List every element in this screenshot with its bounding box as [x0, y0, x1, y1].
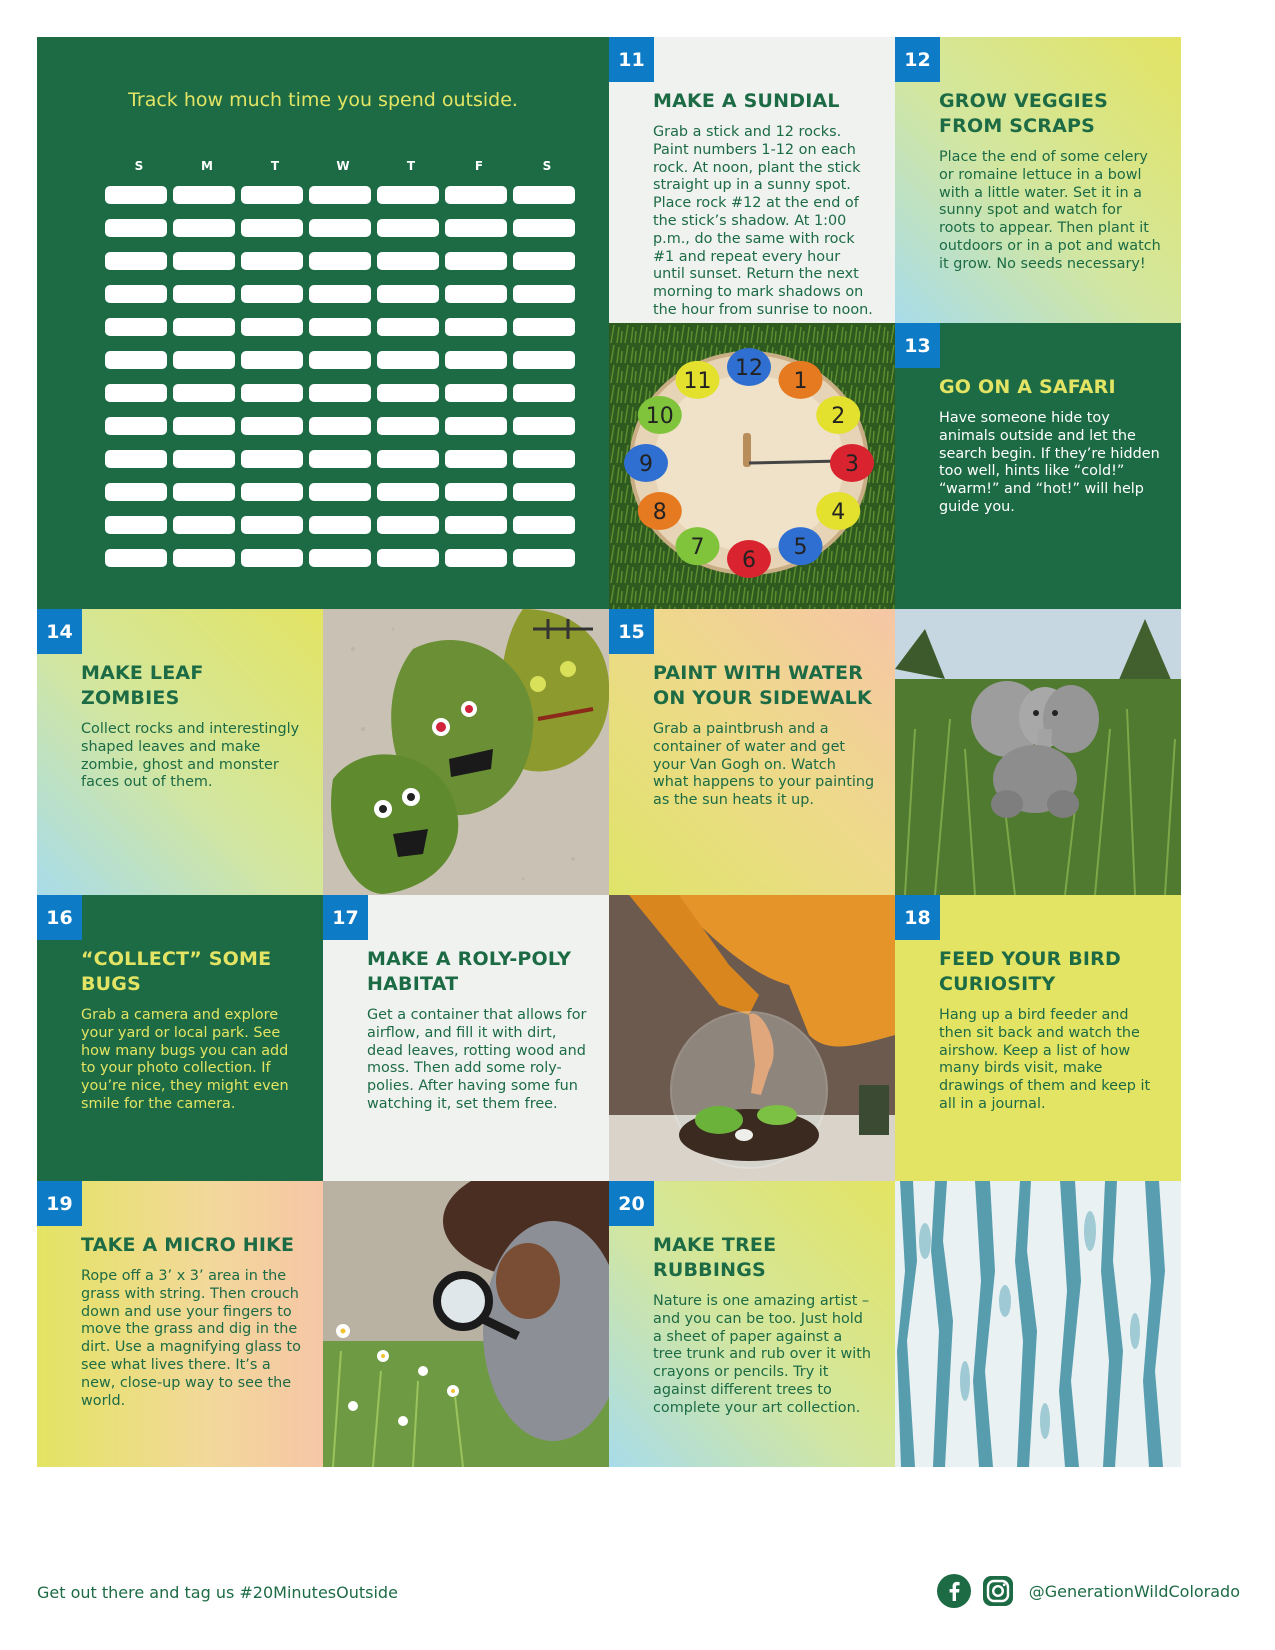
tracker-slot[interactable]	[241, 318, 303, 336]
tracker-slot[interactable]	[173, 219, 235, 237]
tracker-slot[interactable]	[105, 285, 167, 303]
tracker-slot[interactable]	[377, 285, 439, 303]
sundial-rock-number: 4	[831, 500, 846, 525]
tracker-slot[interactable]	[173, 450, 235, 468]
tracker-slot[interactable]	[173, 516, 235, 534]
tracker-slot[interactable]	[309, 549, 371, 567]
activity-description: Nature is one amazing artist – and you can be too. Just hold a sheet of paper against a tree trunk and rub over it with crayons or pencils. Try it against different trees to complete your art collection.	[653, 1293, 872, 1416]
micro-hike-illustration	[323, 1181, 609, 1467]
tracker-slot[interactable]	[445, 549, 507, 567]
activity-title: PAINT WITH WATER ON YOUR SIDEWALK	[653, 662, 872, 709]
sundial-rock-number: 7	[690, 535, 705, 561]
sundial-rock-number: 8	[652, 500, 667, 525]
leaf-zombies-photo	[323, 609, 609, 895]
tracker-slot[interactable]	[105, 549, 167, 567]
time-tracker	[37, 37, 609, 609]
terrarium-illustration	[609, 895, 895, 1181]
activity-number: 17	[323, 895, 368, 940]
sundial-rock-number: 1	[793, 368, 808, 394]
activity-card-15	[609, 609, 895, 895]
tracker-row	[105, 219, 581, 252]
activity-title: GROW VEGGIES FROM SCRAPS	[939, 90, 1108, 137]
activity-description: Rope off a 3’ x 3’ area in the grass with string. Then crouch down and use your fingers to move the grass and dig in the dirt. Use a magnifying glass to see what lives there. It’s a new, close-up way to see the world.	[81, 1268, 301, 1409]
activity-title: MAKE A SUNDIAL	[653, 90, 840, 112]
day-header: S	[542, 159, 552, 173]
day-header: W	[336, 159, 350, 173]
activity-number: 11	[609, 37, 654, 82]
tracker-slot[interactable]	[241, 219, 303, 237]
tracker-slot[interactable]	[173, 186, 235, 204]
tracker-title: Track how much time you spend outside.	[128, 89, 518, 111]
activity-number: 14	[37, 609, 82, 654]
activity-card-20	[609, 1181, 895, 1467]
activity-description: Grab a stick and 12 rocks. Paint numbers 1-12 on each rock. At noon, plant the stick straight up in a sunny spot. Place rock #12 at the end of the stick’s shadow. At 1:00 p.m., do the same with rock #1 and repeat every hour until sunset. Return the next morning to mark shadows on the hour from sunrise to noon.	[653, 124, 873, 318]
tracker-slot[interactable]	[377, 516, 439, 534]
tracker-slot[interactable]	[377, 417, 439, 435]
activity-number: 12	[895, 37, 940, 82]
tracker-slot[interactable]	[241, 450, 303, 468]
tracker-slot[interactable]	[513, 219, 575, 237]
activity-number: 18	[895, 895, 940, 940]
sundial-illustration	[609, 323, 895, 609]
tracker-slot[interactable]	[377, 186, 439, 204]
tracker-slot[interactable]	[513, 186, 575, 204]
tracker-slot[interactable]	[445, 483, 507, 501]
tracker-slot[interactable]	[513, 252, 575, 270]
tracker-slot[interactable]	[241, 384, 303, 402]
tracker-slot[interactable]	[377, 351, 439, 369]
activity-number: 16	[37, 895, 82, 940]
tracker-slot[interactable]	[513, 318, 575, 336]
activity-number: 13	[895, 323, 940, 368]
tracker-slot[interactable]	[309, 516, 371, 534]
tracker-row	[105, 384, 581, 417]
toy-elephant-illustration	[895, 609, 1181, 895]
instagram-icon[interactable]	[981, 1574, 1015, 1608]
tracker-slot[interactable]	[173, 351, 235, 369]
footer-social	[937, 1574, 1240, 1608]
facebook-icon[interactable]	[937, 1574, 971, 1608]
sundial-rock-number: 2	[831, 404, 846, 429]
tracker-slot[interactable]	[173, 549, 235, 567]
tracker-slot[interactable]	[445, 285, 507, 303]
tracker-slot[interactable]	[241, 417, 303, 435]
tracker-slot[interactable]	[241, 285, 303, 303]
tracker-slot[interactable]	[105, 351, 167, 369]
tracker-row	[105, 417, 581, 450]
tracker-slot[interactable]	[241, 186, 303, 204]
tracker-slot[interactable]	[105, 516, 167, 534]
tracker-slot[interactable]	[173, 384, 235, 402]
tracker-slot[interactable]	[513, 285, 575, 303]
tracker-slot[interactable]	[513, 483, 575, 501]
tracker-slot[interactable]	[377, 549, 439, 567]
magnifying-glass-photo	[323, 1181, 609, 1467]
toy-elephant-photo	[895, 609, 1181, 895]
activity-title: MAKE TREE RUBBINGS	[653, 1234, 777, 1281]
sundial-rock-number: 5	[793, 535, 808, 561]
day-header: S	[134, 159, 144, 173]
tracker-slot[interactable]	[377, 450, 439, 468]
tracker-slot[interactable]	[445, 450, 507, 468]
activity-description: Grab a camera and explore your yard or local park. See how many bugs you can add to your photo collection. If you’re nice, they might even smile for the camera.	[81, 1007, 289, 1112]
tracker-row	[105, 516, 581, 549]
activity-card-19	[37, 1181, 323, 1467]
tracker-slot[interactable]	[173, 483, 235, 501]
tracker-row	[105, 318, 581, 351]
tree-rubbing-photo	[895, 1181, 1181, 1467]
tracker-slot[interactable]	[445, 351, 507, 369]
footer-tagline: Get out there and tag us #20MinutesOutside	[37, 1583, 398, 1602]
tracker-slot[interactable]	[377, 483, 439, 501]
tracker-slot[interactable]	[513, 417, 575, 435]
tracker-slot[interactable]	[377, 252, 439, 270]
activity-title: FEED YOUR BIRD CURIOSITY	[939, 948, 1121, 995]
activity-description: Hang up a bird feeder and then sit back and watch the airshow. Keep a list of how many birds visit, make drawings of them and keep it all in a journal.	[939, 1007, 1151, 1112]
activity-number: 19	[37, 1181, 82, 1226]
tracker-row	[105, 483, 581, 516]
activity-card-11	[609, 37, 895, 323]
activity-title: MAKE A ROLY-POLY HABITAT	[367, 948, 572, 995]
tracker-slot[interactable]	[309, 483, 371, 501]
tracker-slot[interactable]	[241, 483, 303, 501]
tracker-slot[interactable]	[105, 483, 167, 501]
tracker-slot[interactable]	[309, 285, 371, 303]
tracker-slot[interactable]	[513, 450, 575, 468]
tracker-slot[interactable]	[309, 450, 371, 468]
tracker-slot[interactable]	[445, 186, 507, 204]
leaf-zombies-illustration	[323, 609, 609, 895]
tracker-slot[interactable]	[309, 384, 371, 402]
tracker-rows	[105, 186, 581, 582]
tracker-slot[interactable]	[105, 219, 167, 237]
activity-description: Collect rocks and interestingly shaped leaves and make zombie, ghost and monster faces out of them.	[81, 721, 300, 791]
tracker-slot[interactable]	[513, 516, 575, 534]
sundial-rock-number: 10	[645, 404, 674, 429]
activity-card-18	[895, 895, 1181, 1181]
tracker-slot[interactable]	[173, 318, 235, 336]
activity-description: Grab a paintbrush and a container of water and get your Van Gogh on. Watch what happens to your painting as the sun heats it up.	[653, 721, 875, 809]
tracker-row	[105, 549, 581, 582]
activity-card-16	[37, 895, 323, 1181]
sundial-rock-number: 9	[639, 452, 653, 477]
tracker-slot[interactable]	[445, 318, 507, 336]
tracker-row	[105, 186, 581, 219]
tracker-slot[interactable]	[309, 318, 371, 336]
tracker-slot[interactable]	[173, 417, 235, 435]
tracker-day-headers	[105, 159, 581, 173]
tracker-slot[interactable]	[105, 252, 167, 270]
tracker-slot[interactable]	[105, 318, 167, 336]
tracker-slot[interactable]	[445, 417, 507, 435]
activity-description: Place the end of some celery or romaine lettuce in a bowl with a little water. Set it in a sunny spot and watch for roots to appear. Then plant it outdoors or in a pot and watch it grow. No seeds necessary!	[939, 149, 1161, 272]
activity-card-17	[323, 895, 609, 1181]
tracker-slot[interactable]	[377, 219, 439, 237]
day-header: T	[270, 159, 280, 173]
tracker-slot[interactable]	[309, 417, 371, 435]
tracker-slot[interactable]	[513, 351, 575, 369]
tracker-slot[interactable]	[241, 549, 303, 567]
tracker-slot[interactable]	[241, 351, 303, 369]
tracker-slot[interactable]	[105, 186, 167, 204]
activity-description: Get a container that allows for airflow, and fill it with dirt, dead leaves, rotting wood and moss. Then add some roly-polies. After having some fun watching it, set them free.	[367, 1007, 587, 1112]
tracker-row	[105, 285, 581, 318]
tracker-slot[interactable]	[309, 252, 371, 270]
activity-title: “COLLECT” SOME BUGS	[81, 948, 272, 995]
tracker-slot[interactable]	[105, 417, 167, 435]
tracker-slot[interactable]	[513, 384, 575, 402]
tracker-slot[interactable]	[377, 318, 439, 336]
tracker-slot[interactable]	[445, 219, 507, 237]
tracker-slot[interactable]	[513, 549, 575, 567]
tracker-slot[interactable]	[445, 384, 507, 402]
sundial-rock-number: 12	[735, 356, 763, 381]
sundial-photo	[609, 323, 895, 609]
sundial-rock-number: 6	[742, 548, 756, 573]
tracker-slot[interactable]	[445, 252, 507, 270]
tracker-slot[interactable]	[105, 384, 167, 402]
tracker-slot[interactable]	[309, 219, 371, 237]
activity-card-13	[895, 323, 1181, 609]
activity-number: 20	[609, 1181, 654, 1226]
tracker-row	[105, 351, 581, 384]
activity-card-12	[895, 37, 1181, 323]
activity-card-14	[37, 609, 323, 895]
sundial-rock-number: 3	[845, 452, 859, 477]
tracker-row	[105, 252, 581, 285]
activity-title: TAKE A MICRO HIKE	[81, 1234, 295, 1256]
tree-rubbing-illustration	[895, 1181, 1181, 1467]
tracker-slot[interactable]	[241, 252, 303, 270]
tracker-row	[105, 450, 581, 483]
day-header: F	[474, 159, 484, 173]
tracker-slot[interactable]	[377, 384, 439, 402]
tracker-slot[interactable]	[173, 252, 235, 270]
activity-description: Have someone hide toy animals outside and let the search begin. If they’re hidden too well, hints like “cold!” “warm!” and “hot!” will help guide you.	[939, 410, 1160, 515]
tracker-slot[interactable]	[241, 516, 303, 534]
activity-grid	[37, 37, 1240, 1540]
tracker-slot[interactable]	[105, 450, 167, 468]
social-handle[interactable]: @GenerationWildColorado	[1028, 1581, 1240, 1601]
tracker-slot[interactable]	[173, 285, 235, 303]
tracker-slot[interactable]	[309, 186, 371, 204]
day-header: M	[201, 159, 213, 173]
tracker-slot[interactable]	[309, 351, 371, 369]
tracker-slot[interactable]	[445, 516, 507, 534]
sundial-rock-number: 11	[683, 368, 712, 394]
activity-number: 15	[609, 609, 654, 654]
activity-title: MAKE LEAF ZOMBIES	[81, 662, 204, 709]
activity-title: GO ON A SAFARI	[939, 376, 1116, 398]
day-header: T	[406, 159, 416, 173]
terrarium-photo	[609, 895, 895, 1181]
